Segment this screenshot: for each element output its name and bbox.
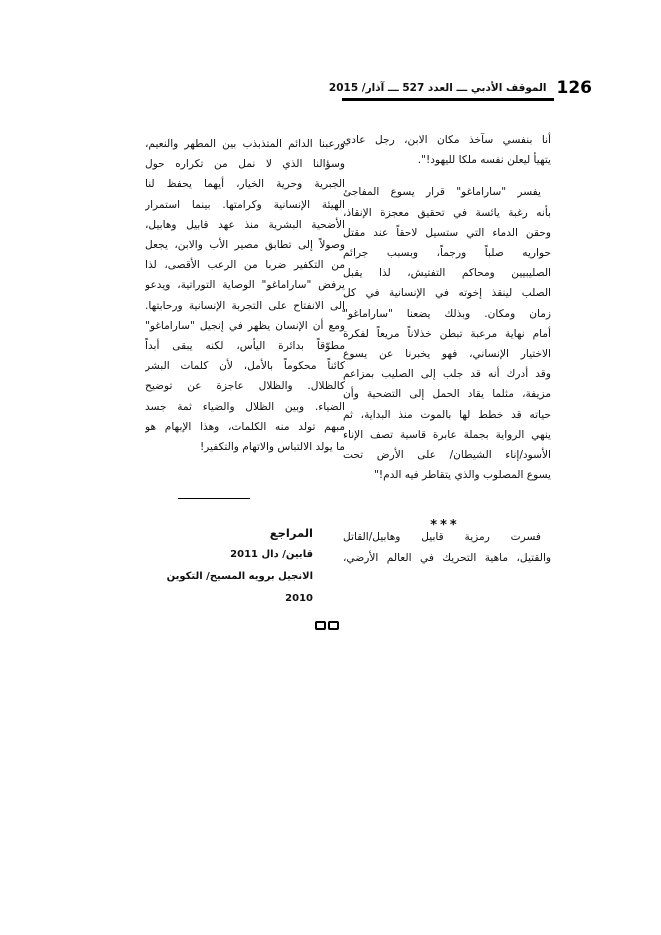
paragraph-1	[343, 130, 551, 170]
paragraph-2	[343, 182, 551, 485]
paragraph-left	[145, 134, 345, 457]
text-line: أمام نهاية مرعبة تبطن خذلاناً مريعاً لفكرة	[343, 327, 551, 340]
text-line: ورعبنا الدائم المتذبذب بين المطهر والنعيم،	[145, 138, 345, 150]
references-title: المراجع	[269, 526, 313, 540]
right-column	[343, 130, 551, 568]
text-line: حواريه صلباً ورجماً، وبسبب جرائم	[343, 247, 551, 260]
text-line: وصولاً إلى تطابق مصير الأب والابن، يجعل	[145, 239, 345, 252]
double-square-icon	[315, 621, 339, 630]
text-line: والقتيل، ماهية التحريك في العالم الأرضي،	[343, 551, 551, 564]
text-line: وحقن الدماء التي ستسيل لاحقاً عند مقتل	[343, 226, 551, 239]
text-line: الأسود/إناء الشيطان/ على الأرض تحت	[343, 449, 551, 462]
text-line: ينهي الرواية بجملة عابرة قاسية تصف الإناء	[343, 428, 551, 441]
text-line: ومع أن الإنسان يظهر في إنجيل "ساراماغو"	[145, 319, 345, 332]
page-number: 126	[556, 78, 592, 98]
references-rule	[178, 498, 250, 499]
left-column	[145, 134, 345, 457]
text-line: ما يولد الالتباس والاتهام والتكفير!	[199, 441, 345, 454]
text-line: وسؤالنا الذي لا نمل من تكراره حول	[145, 158, 345, 171]
reference-item: الانجيل برويه المسيح/ التكوين 2010	[166, 571, 313, 604]
paragraph-3	[343, 527, 551, 567]
text-line: يفسر "ساراماغو" قرار يسوع المفاجئ	[343, 186, 541, 199]
text-line: زمان ومكان. وبذلك يضعنا "ساراماغو"	[343, 307, 551, 320]
text-line: الأضحية البشرية منذ عهد قابيل وهابيل،	[145, 218, 345, 231]
text-line: من التكفير ضربا من الرعب الأقصى، لذا	[145, 259, 345, 272]
text-line: كالظلال. والظلال عاجزة عن توضيح	[145, 380, 345, 393]
references	[140, 522, 313, 610]
text-line: وقد أدرك أنه قد جلب إلى الصليب بمزاعم	[343, 368, 551, 381]
text-line: الجبرية وحرية الخيار، أيهما يحفظ لنا	[145, 178, 345, 191]
reference-item: قابين/ دال 2011	[230, 549, 313, 560]
text-line: الصليبيين ومحاكم التفتيش، لذا يقبل	[343, 267, 551, 280]
text-line: الصلب لينقذ إخوته في الإنسانية في كل	[343, 287, 551, 300]
text-line: أنا بنفسي سآخذ مكان الابن، رجل عادي	[343, 134, 551, 146]
text-line: يسوع المصلوب والذي يتقاطر فيه الدم!"	[374, 469, 551, 482]
text-line: يتهيأ ليعلن نفسه ملكا لليهود!".	[417, 154, 551, 167]
text-line: إلى الانفتاح على التجربة الإنسانية ورحابتها.	[145, 299, 345, 312]
text-line: كائناً محكوماً بالأمل، لأن كلمات البشر	[145, 360, 345, 373]
text-line: حياته قد خطط لها بالموت منذ البداية، ثم	[343, 408, 551, 421]
text-line: مبهم تولد منه الكلمات، وهذا الإبهام هو	[145, 420, 345, 433]
text-line: مطوّقاً بدائرة اليأس، لكنه يبقى أبداً	[145, 340, 345, 353]
text-line: مزيفة، مثلما يقاد الحمل إلى التضحية وأن	[343, 388, 551, 401]
running-title: الموقف الأدبي ـــ العدد 527 ـــ آذار/ 2015	[328, 82, 547, 94]
text-line: الاختيار الإنساني، فهو يخبرنا عن يسوع	[343, 348, 551, 361]
text-line: الهيئة الإنسانية وكرامتها. بينما استمرار	[145, 198, 345, 211]
text-line: الضياء. وبين الظلال والضياء ثمة جسد	[145, 400, 345, 413]
text-line: فسرت رمزية قابيل وهابيل/القاتل	[343, 531, 541, 544]
text-line: يرفض "ساراماغو" الوصاية التوراتية، ويدعو	[145, 279, 345, 292]
section-separator: ***	[430, 518, 460, 533]
text-line: بأنه رغبة يائسة في تحقيق معجزة الإنقاذ،	[343, 206, 551, 219]
header-rule	[342, 98, 554, 101]
